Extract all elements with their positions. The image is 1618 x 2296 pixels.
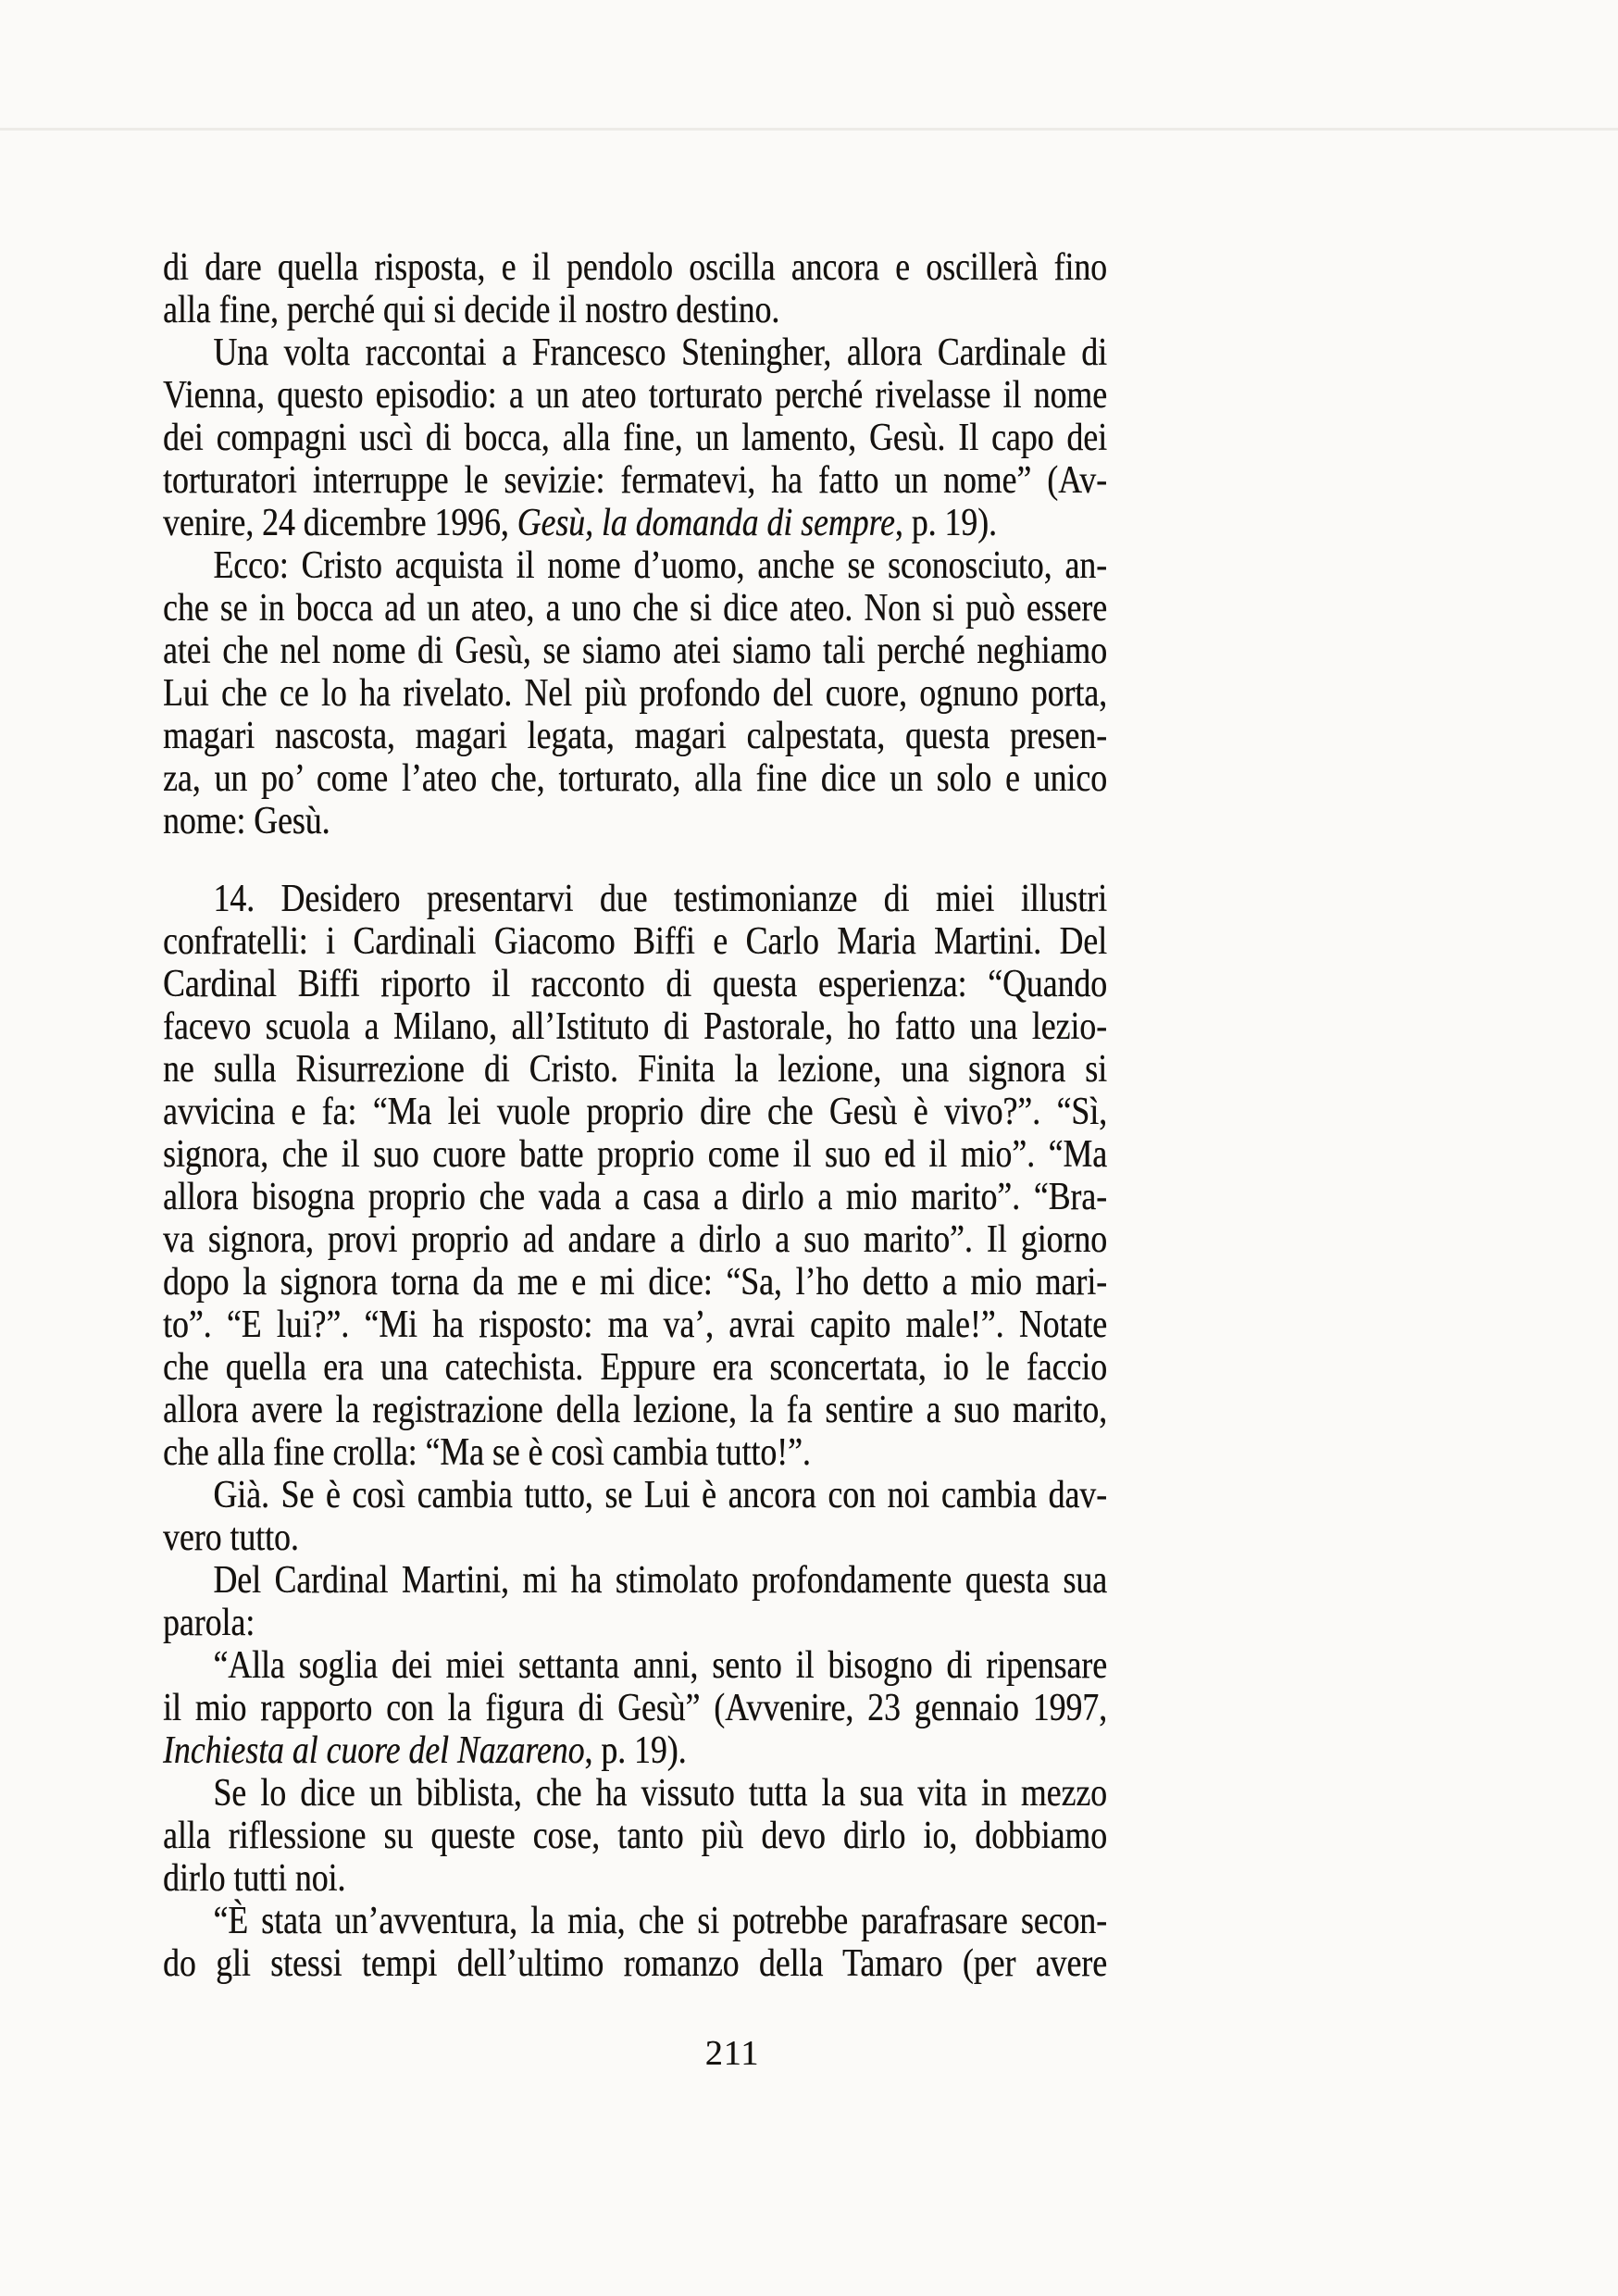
text-line [163,715,1107,757]
text-line [163,630,1107,672]
text-segment: allora bisogna proprio che vada a casa a dirlo a mio marito”. “Bra- [163,1176,1107,1218]
text-segment: dopo la signora torna da me e mi dice: “Sa, l’ho detto a mio mari- [163,1261,1107,1304]
text-line [163,246,1107,289]
text-line [163,1815,1107,1857]
text-line [163,544,1107,587]
text-segment: “Alla soglia dei miei settanta anni, sento il bisogno di ripensare [213,1644,1107,1687]
text-segment: Se lo dice un biblista, che ha vissuto tutta la sua vita in mezzo [213,1772,1107,1815]
text-segment: che quella era una catechista. Eppure era sconcertata, io le faccio [163,1346,1107,1389]
paragraph [163,1559,1107,1644]
paragraph [163,246,1107,331]
text-line [163,1644,1107,1687]
text-line [163,1602,1107,1644]
text-segment: to”. “E lui?”. “Mi ha risposto: ma va’, avrai capito male!”. Notate [163,1304,1107,1346]
text-line [163,1431,1107,1474]
text-segment: che alla fine crolla: “Ma se è così cambia tutto!”. [163,1431,811,1474]
text-segment: confratelli: i Cardinali Giacomo Biffi e Carlo Maria Martini. Del [163,920,1107,963]
text-segment: facevo scuola a Milano, all’Istituto di Pastorale, ho fatto una lezio- [163,1005,1107,1048]
text-segment: Vienna, questo episodio: a un ateo torturato perché rivelasse il nome [163,374,1107,417]
text-line [163,878,1107,920]
text-line [163,1900,1107,1942]
text-segment: vero tutto. [163,1516,299,1559]
text-line [163,502,1107,544]
text-segment: do gli stessi tempi dell’ultimo romanzo della Tamaro (per avere [163,1942,1107,1985]
text-segment: Del Cardinal Martini, mi ha stimolato profondamente questa sua [213,1559,1107,1602]
text-line [163,1346,1107,1389]
text-line [163,1261,1107,1304]
paragraph [163,878,1107,1474]
text-segment: avvicina e fa: “Ma lei vuole proprio dire che Gesù è vivo?”. “Sì, [163,1091,1107,1133]
text-segment: Cardinal Biffi riporto il racconto di questa esperienza: “Quando [163,963,1107,1005]
text-line [163,800,1107,842]
text-line [163,1729,1107,1772]
paragraph [163,331,1107,544]
text-segment: alla fine, perché qui si decide il nostro destino. [163,289,780,331]
text-line [163,757,1107,800]
paragraph [163,1644,1107,1772]
text-line [163,1218,1107,1261]
page-number: 211 [704,2034,760,2073]
text-segment: Lui che ce lo ha rivelato. Nel più profondo del cuore, ognuno porta, [163,672,1107,715]
text-segment: ne sulla Risurrezione di Cristo. Finita la lezione, una signora si [163,1048,1107,1091]
text-line [163,587,1107,630]
text-line [163,1005,1107,1048]
text-line [163,1133,1107,1176]
italic-text-segment: Inchiesta al cuore del Nazareno [163,1729,585,1772]
text-segment: nome: Gesù. [163,800,330,842]
text-line [163,920,1107,963]
text-segment: Ecco: Cristo acquista il nome d’uomo, anche se sconosciuto, an- [213,544,1107,587]
text-segment: che se in bocca ad un ateo, a uno che si dice ateo. Non si può essere [163,587,1107,630]
text-segment: di dare quella risposta, e il pendolo oscilla ancora e oscillerà fino [163,246,1107,289]
text-segment: allora avere la registrazione della lezione, la fa sentire a suo marito, [163,1389,1107,1431]
text-segment: signora, che il suo cuore batte proprio come il suo ed il mio”. “Ma [163,1133,1107,1176]
text-line [163,1559,1107,1602]
text-segment: va signora, provi proprio ad andare a dirlo a suo marito”. Il giorno [163,1218,1107,1261]
italic-text-segment: Gesù, la domanda di sempre [517,502,895,544]
text-line [163,331,1107,374]
text-line [163,1516,1107,1559]
text-line [163,672,1107,715]
scan-artifact-line [0,128,1618,131]
text-segment: atei che nel nome di Gesù, se siamo atei siamo tali perché neghiamo [163,630,1107,672]
text-block [163,246,1107,1985]
text-line [163,1091,1107,1133]
text-line [163,1857,1107,1900]
text-line [163,459,1107,502]
text-segment: 14. Desidero presentarvi due testimonianze di miei illustri [213,878,1107,920]
text-segment: za, un po’ come l’ateo che, torturato, alla fine dice un solo e unico [163,757,1107,800]
text-segment: , p. 19). [894,502,997,544]
text-line [163,1474,1107,1516]
text-segment: il mio rapporto con la figura di Gesù” (Avvenire, 23 gennaio 1997, [163,1687,1107,1729]
text-line [163,1772,1107,1815]
text-line [163,1389,1107,1431]
text-line [163,963,1107,1005]
text-segment: dei compagni uscì di bocca, alla fine, un lamento, Gesù. Il capo dei [163,417,1107,459]
text-line [163,1687,1107,1729]
paragraph [163,1474,1107,1559]
text-line [163,417,1107,459]
text-segment: torturatori interruppe le sevizie: fermatevi, ha fatto un nome” (Av- [163,459,1107,502]
text-segment: Già. Se è così cambia tutto, se Lui è ancora con noi cambia dav- [213,1474,1107,1516]
text-line [163,289,1107,331]
text-line [163,1942,1107,1985]
text-segment: alla riflessione su queste cose, tanto più devo dirlo io, dobbiamo [163,1815,1107,1857]
text-segment: parola: [163,1602,255,1644]
text-segment: “È stata un’avventura, la mia, che si potrebbe parafrasare secon- [213,1900,1107,1942]
text-segment: venire, 24 dicembre 1996, [163,502,517,544]
paragraph [163,1772,1107,1900]
text-segment: , p. 19). [584,1729,687,1772]
text-line [163,1048,1107,1091]
paragraph [163,1900,1107,1985]
text-segment: dirlo tutti noi. [163,1857,346,1900]
text-line [163,374,1107,417]
text-line [163,1176,1107,1218]
paragraph [163,544,1107,842]
text-segment: magari nascosta, magari legata, magari calpestata, questa presen- [163,715,1107,757]
text-line [163,1304,1107,1346]
text-segment: Una volta raccontai a Francesco Steningher, allora Cardinale di [213,331,1107,374]
